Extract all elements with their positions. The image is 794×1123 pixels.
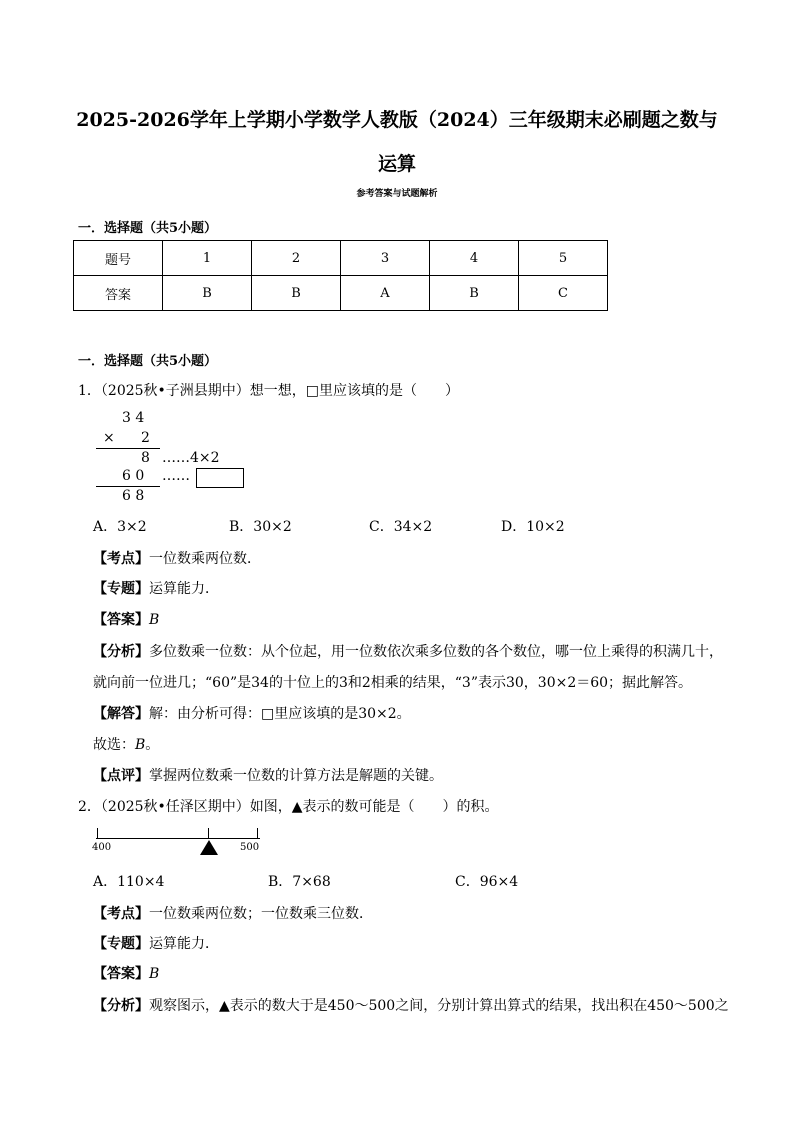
daan-text: B (149, 966, 160, 982)
q1-daan (93, 609, 159, 629)
table-cell: C (519, 276, 608, 311)
dianping-text: 掌握两位数乘一位数的计算方法是解题的关键。 (149, 768, 443, 784)
q1-guxuan (93, 734, 159, 754)
fenxi-label: 【分析】 (93, 644, 149, 660)
calc-row-2: 2 (141, 430, 150, 446)
table-row (74, 241, 608, 276)
calc-line-1 (96, 448, 160, 449)
calc-operator: × (103, 430, 115, 446)
q1-jieda (93, 703, 411, 723)
q2-kaodian (93, 903, 373, 923)
number-line-tick-left (97, 828, 98, 839)
kaodian-text: 一位数乘两位数；一位数乘三位数． (149, 906, 373, 922)
fenxi-text-1: 多位数乘一位数：从个位起，用一位数依次乘多位数的各个数位，哪一位上乘得的积满几十， (149, 644, 723, 660)
q1-option-a: A．3×2 (93, 519, 147, 535)
q2-option-c: C．96×4 (455, 874, 519, 890)
answer-box (196, 468, 244, 488)
table-cell: 4 (430, 241, 519, 276)
jieda-text: 解：由分析可得：□里应该填的是30×2。 (149, 706, 411, 722)
guxuan-suffix: 。 (145, 737, 160, 753)
table-cell: B (430, 276, 519, 311)
q2-option-b: B．7×68 (268, 874, 331, 890)
table-row (74, 276, 608, 311)
triangle-marker-icon (199, 839, 219, 856)
section-heading: 一．选择题（共5小题） (78, 354, 218, 369)
daan-label: 【答案】 (93, 612, 149, 628)
table-cell: A (341, 276, 430, 311)
calc-row-5: 6 8 (122, 488, 145, 504)
q1-option-d: D．10×2 (501, 519, 565, 535)
zhuanti-text: 运算能力． (149, 936, 219, 952)
number-line-tick-middle (208, 828, 209, 839)
q2-zhuanti (93, 933, 219, 953)
answer-table (73, 240, 608, 311)
zhuanti-text: 运算能力． (149, 581, 219, 597)
dianping-label: 【点评】 (93, 768, 149, 784)
table-cell: 5 (519, 241, 608, 276)
table-header-cell: 题号 (74, 241, 163, 276)
q1-option-c: C．34×2 (369, 519, 433, 535)
kaodian-label: 【考点】 (93, 906, 149, 922)
q2-option-a: A．110×4 (93, 874, 165, 890)
q1-kaodian (93, 548, 261, 568)
q2-fenxi (93, 995, 729, 1015)
subtitle: 参考答案与试题解析 (356, 189, 438, 199)
kaodian-text: 一位数乘两位数． (149, 551, 261, 567)
calc-line-2 (96, 486, 160, 487)
table-cell: B (252, 276, 341, 311)
jieda-label: 【解答】 (93, 706, 149, 722)
section-heading-table: 一．选择题（共5小题） (78, 221, 218, 236)
table-cell: 3 (341, 241, 430, 276)
calc-row-1: 3 4 (122, 410, 145, 426)
number-line-label-right: 500 (240, 842, 260, 853)
number-line-tick-right (257, 828, 258, 839)
calc-row-3: 8 (141, 450, 150, 466)
table-header-cell: 答案 (74, 276, 163, 311)
document-title (60, 98, 734, 186)
title-line-1: 2025-2026学年上学期小学数学人教版（2024）三年级期末必刷题之数与 (76, 109, 718, 131)
guxuan-answer: B (135, 737, 146, 753)
q1-option-b: B．30×2 (229, 519, 292, 535)
calc-note-2: …… (162, 468, 190, 484)
q1-dianping (93, 765, 443, 785)
question-2-stem: 2．（2025秋•任泽区期中）如图，▲表示的数可能是（ ）的积。 (78, 799, 499, 815)
q2-daan (93, 963, 159, 983)
table-cell: 1 (163, 241, 252, 276)
fenxi-label: 【分析】 (93, 998, 149, 1014)
calc-note-1: ……4×2 (162, 450, 220, 466)
q1-fenxi (93, 641, 723, 661)
zhuanti-label: 【专题】 (93, 936, 149, 952)
kaodian-label: 【考点】 (93, 551, 149, 567)
number-line-label-left: 400 (92, 842, 112, 853)
question-1-stem: 1．（2025秋•子洲县期中）想一想，□里应该填的是（ ） (78, 383, 460, 399)
title-line-2: 运算 (377, 153, 416, 175)
number-line-axis (96, 838, 260, 839)
zhuanti-label: 【专题】 (93, 581, 149, 597)
fenxi-text-1: 观察图示，▲表示的数大于是450～500之间，分别计算出算式的结果，找出积在450～500之 (149, 998, 729, 1014)
daan-label: 【答案】 (93, 966, 149, 982)
calc-row-4: 6 0 (122, 468, 145, 484)
q1-zhuanti (93, 578, 219, 598)
table-cell: 2 (252, 241, 341, 276)
table-cell: B (163, 276, 252, 311)
guxuan-prefix: 故选： (93, 737, 135, 753)
daan-text: B (149, 612, 160, 628)
q1-fenxi-line-2: 就向前一位进几；“60”是34的十位上的3和2相乘的结果，“3”表示30，30×2＝60；据此解答。 (93, 675, 693, 691)
